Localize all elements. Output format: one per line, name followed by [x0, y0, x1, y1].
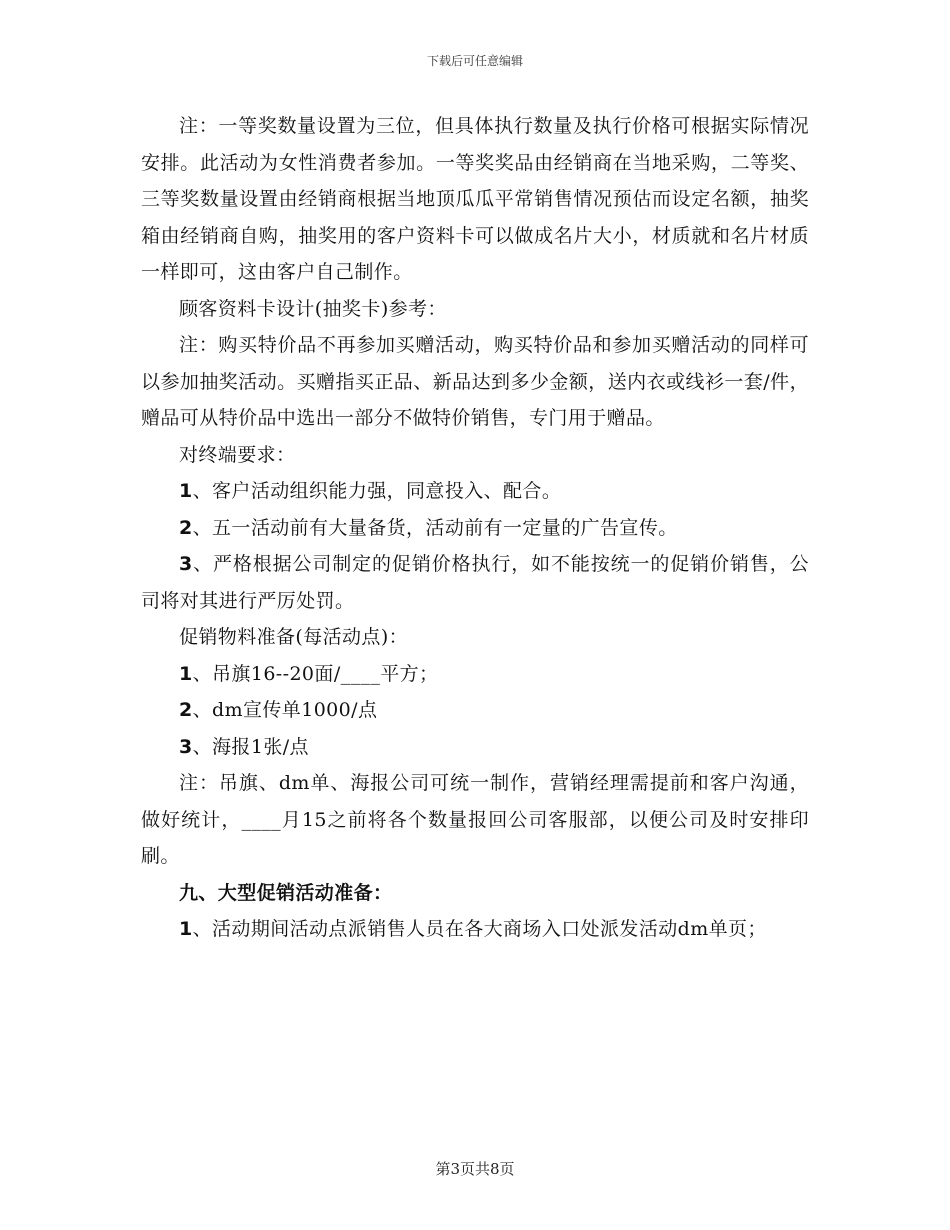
terminal-requirements-label: [141, 437, 809, 474]
item-text: 、严格根据公司制定的促销价格执行，如不能按统一的促销价销售，公司将对其进行严厉处罚。: [141, 553, 809, 612]
item-number: 2: [179, 516, 193, 539]
item-number: 3: [179, 553, 193, 575]
heading-text: 九、大型促销活动准备：: [179, 881, 393, 904]
item-text: 、dm宣传单1000/点: [192, 699, 378, 721]
item-number: 1: [179, 480, 193, 502]
item-number: 3: [179, 735, 193, 758]
item-text: 、吊旗16--20面/____平方；: [192, 662, 439, 685]
item-number: 2: [179, 699, 193, 721]
section-heading-9: [141, 875, 809, 912]
item-number: 1: [179, 662, 193, 685]
paragraph-text: 注：一等奖数量设置为三位，但具体执行数量及执行价格可根据实际情况安排。此活动为女性消费者参加。一等奖奖品由经销商在当地采购，二等奖、三等奖数量设置由经销商根据当地顶瓜瓜平常销售情况预估而设定名额，抽奖箱由经销商自购，抽奖用的客户资料卡可以做成名片大小，材质就和名片材质一样即可，这由客户自己制作。: [141, 115, 809, 283]
paragraph-text: 注：购买特价品不再参加买赠活动，购买特价品和参加买赠活动的同样可以参加抽奖活动。买赠指买正品、新品达到多少金额，送内衣或线衫一套/件，赠品可从特价品中选出一部分不做特价销售，专门用于赠品。: [141, 334, 809, 429]
materials-label: [141, 619, 809, 656]
paragraph-text: 对终端要求：: [179, 443, 296, 466]
material-item-3: [141, 729, 809, 766]
paragraph-text: 顾客资料卡设计(抽奖卡)参考：: [179, 297, 447, 320]
requirement-item-3: [141, 546, 809, 619]
item-text: 、五一活动前有大量备货，活动前有一定量的广告宣传。: [192, 516, 678, 539]
material-item-1: [141, 656, 809, 693]
item-text: 、海报1张/点: [192, 735, 309, 758]
requirement-item-2: [141, 510, 809, 547]
paragraph-text: 注：吊旗、dm单、海报公司可统一制作，营销经理需提前和客户沟通，做好统计，____月15之前将各个数量报回公司客服部，以便公司及时安排印刷。: [141, 772, 809, 867]
page-header: 下载后可任意编辑: [426, 54, 523, 68]
item-text: 、活动期间活动点派销售人员在各大商场入口处派发活动dm单页；: [192, 918, 767, 940]
note-prize-arrangement: [141, 108, 809, 291]
page-footer: 第3页共8页: [435, 1160, 515, 1178]
note-materials: [141, 765, 809, 875]
paragraph-text: 促销物料准备(每活动点)：: [179, 626, 409, 648]
customer-card-reference: [141, 291, 809, 328]
item-text: 、客户活动组织能力强，同意投入、配合。: [192, 480, 562, 502]
item-number: 1: [179, 918, 193, 940]
material-item-2: [141, 692, 809, 729]
large-promo-item-1: [141, 911, 809, 948]
requirement-item-1: [141, 473, 809, 510]
document-body: [141, 108, 809, 948]
note-special-price: [141, 327, 809, 437]
